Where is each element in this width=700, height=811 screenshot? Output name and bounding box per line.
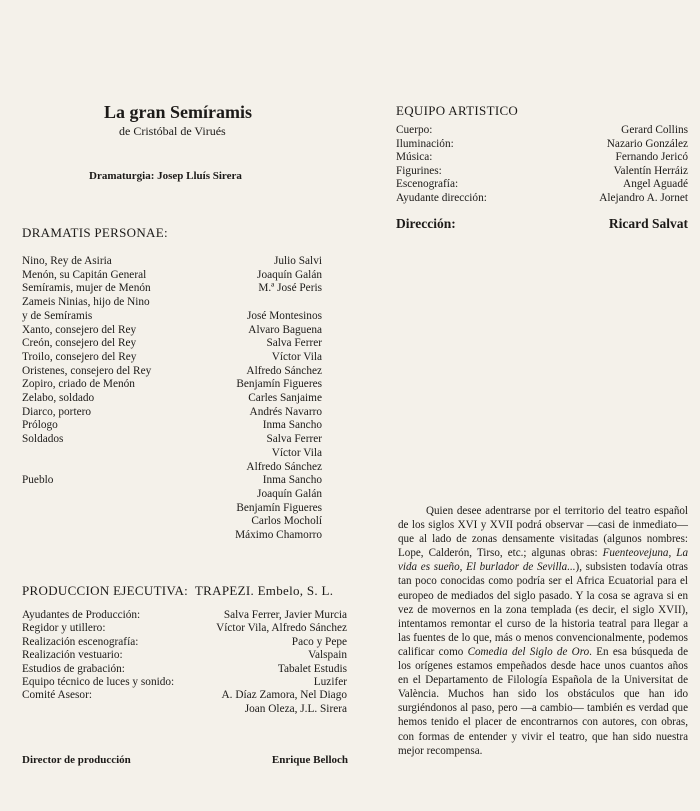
produccion-name: Salva Ferrer, Javier Murcia bbox=[223, 609, 347, 621]
produccion-heading-label: PRODUCCION EJECUTIVA: bbox=[22, 583, 189, 598]
cast-name: Inma Sancho bbox=[262, 419, 322, 432]
cast-name: José Montesinos bbox=[246, 309, 322, 322]
cast-role: Soldados bbox=[22, 433, 64, 446]
equipo-name: Gerard Collins bbox=[621, 124, 688, 136]
equipo-name: Angel Aguadé bbox=[623, 178, 688, 190]
produccion-row bbox=[22, 702, 347, 716]
prose-part-3: . En esa búsqueda de los orígenes estamos empeñados desde hace unos cuantos años en el Departamento de Filología Española de la Universitat de València. Muchos han sido los obstáculos que han ido surgiéndonos al paso, pero —a cambio— también es verdad que hemos tenido el placer de encontrarnos con autores, con obras, con formas de entender y vivir el teatro, que han sido nuestra mejor recompensa. bbox=[398, 645, 688, 757]
cast-row bbox=[22, 405, 322, 419]
produccion-name: A. Díaz Zamora, Nel Diago bbox=[221, 689, 347, 702]
produccion-name: Paco y Pepe bbox=[291, 635, 347, 648]
cast-role: Prólogo bbox=[22, 419, 58, 432]
play-author: de Cristóbal de Virués bbox=[119, 124, 226, 138]
cast-row bbox=[22, 281, 322, 295]
produccion-row bbox=[22, 648, 347, 662]
cast-name: Alfredo Sánchez bbox=[246, 364, 322, 377]
produccion-row bbox=[22, 635, 347, 649]
cast-role: Nino, Rey de Asiria bbox=[22, 255, 112, 267]
direccion-label: Dirección: bbox=[396, 216, 456, 231]
prose-works: Fuenteovejuna, La vida es sueño, El burlador de Sevilla... bbox=[398, 547, 688, 574]
director-produccion-row bbox=[22, 754, 348, 766]
cast-row bbox=[22, 391, 322, 405]
cast-name: Julio Salvi bbox=[273, 255, 322, 267]
cast-row bbox=[22, 514, 322, 528]
equipo-name: Fernando Jericó bbox=[615, 151, 688, 163]
cast-row bbox=[22, 309, 322, 323]
cast-name: Alvaro Baguena bbox=[248, 323, 322, 336]
equipo-role: Música: bbox=[396, 151, 433, 163]
equipo-role: Iluminación: bbox=[396, 137, 454, 150]
cast-role: y de Semíramis bbox=[22, 309, 93, 322]
cast-row bbox=[22, 323, 322, 337]
cast-role: Zameis Ninias, hijo de Nino bbox=[22, 296, 150, 309]
equipo-row bbox=[396, 177, 688, 191]
produccion-company: TRAPEZI. Embelo, S. L. bbox=[194, 583, 334, 598]
cast-name: Carlos Mocholí bbox=[251, 515, 322, 528]
cast-row bbox=[22, 432, 322, 446]
cast-name: Benjamín Figueres bbox=[236, 501, 322, 514]
intro-paragraph bbox=[398, 504, 688, 758]
equipo-row bbox=[396, 191, 688, 205]
prose-comedia: Comedia del Siglo de Oro bbox=[467, 645, 590, 658]
produccion-role: Estudios de grabación: bbox=[22, 662, 125, 675]
equipo-name: Alejandro A. Jornet bbox=[599, 191, 688, 204]
produccion-row bbox=[22, 621, 347, 635]
cast-row bbox=[22, 336, 322, 350]
cast-role: Menón, su Capitán General bbox=[22, 268, 147, 281]
cast-role: Creón, consejero del Rey bbox=[22, 337, 137, 350]
cast-name: Víctor Vila bbox=[271, 350, 322, 363]
cast-name: Máximo Chamorro bbox=[235, 529, 322, 541]
dramatis-heading: DRAMATIS PERSONAE: bbox=[22, 225, 168, 240]
cast-row bbox=[22, 377, 322, 391]
play-title: La gran Semíramis bbox=[104, 102, 252, 122]
cast-name: Víctor Vila bbox=[271, 446, 322, 459]
produccion-row bbox=[22, 688, 347, 702]
direccion-row bbox=[396, 216, 688, 232]
produccion-role: Ayudantes de Producción: bbox=[22, 609, 141, 621]
cast-row bbox=[22, 364, 322, 378]
cast-name: Andrés Navarro bbox=[249, 405, 322, 418]
cast-name: Alfredo Sánchez bbox=[246, 460, 322, 473]
cast-name: Benjamín Figueres bbox=[236, 378, 322, 391]
director-produccion-label: Director de producción bbox=[22, 754, 131, 766]
equipo-row bbox=[396, 123, 688, 137]
cast-name: Joaquín Galán bbox=[257, 268, 322, 281]
produccion-name: Valspain bbox=[308, 649, 347, 662]
produccion-role: Comité Asesor: bbox=[22, 689, 92, 702]
produccion-heading bbox=[22, 583, 333, 599]
cast-role: Oristenes, consejero del Rey bbox=[22, 364, 152, 377]
cast-row bbox=[22, 418, 322, 432]
produccion-row bbox=[22, 662, 347, 676]
produccion-role: Realización vestuario: bbox=[22, 649, 123, 662]
cast-role: Diarco, portero bbox=[22, 405, 92, 418]
produccion-role: Equipo técnico de luces y sonido: bbox=[22, 676, 175, 688]
dramaturgia-credit: Dramaturgia: Josep Lluís Sirera bbox=[89, 170, 242, 182]
director-produccion-name: Enrique Belloch bbox=[271, 754, 348, 766]
cast-name: Carles Sanjaime bbox=[248, 392, 322, 404]
produccion-row bbox=[22, 608, 347, 622]
produccion-name: Luzifer bbox=[313, 676, 347, 688]
produccion-name: Joan Oleza, J.L. Sirera bbox=[244, 702, 347, 715]
cast-row bbox=[22, 295, 322, 309]
equipo-role: Ayudante dirección: bbox=[396, 191, 487, 204]
cast-role: Zopiro, criado de Menón bbox=[22, 378, 135, 391]
prose-part-1: Quien desee adentrarse por el territorio del teatro español de los siglos XVI y XVII podrá observar —casi de inmediato— que al lado de zonas densamente visitadas (algunos nombres: Lope, Calderón, Tirso, etc.; algunas obras: bbox=[398, 505, 688, 560]
cast-row bbox=[22, 254, 322, 268]
cast-row bbox=[22, 487, 322, 501]
cast-role: Zelabo, soldado bbox=[22, 392, 95, 404]
cast-role: Pueblo bbox=[22, 474, 54, 487]
produccion-row bbox=[22, 675, 347, 689]
cast-name: Joaquín Galán bbox=[257, 487, 322, 500]
bleed-through-text bbox=[60, 28, 360, 88]
equipo-name: Valentín Herráiz bbox=[613, 164, 688, 177]
produccion-name: Víctor Vila, Alfredo Sánchez bbox=[216, 622, 347, 635]
cast-role: Xanto, consejero del Rey bbox=[22, 323, 137, 336]
cast-name: Salva Ferrer bbox=[266, 433, 322, 446]
produccion-role: Regidor y utillero: bbox=[22, 622, 106, 635]
cast-name: M.ª José Peris bbox=[258, 282, 322, 295]
equipo-row bbox=[396, 137, 688, 151]
direccion-name: Ricard Salvat bbox=[608, 216, 688, 231]
produccion-role: Realización escenografía: bbox=[22, 635, 139, 648]
cast-name: Salva Ferrer bbox=[266, 337, 322, 350]
equipo-row bbox=[396, 164, 688, 178]
equipo-row bbox=[396, 150, 688, 164]
cast-row bbox=[22, 501, 322, 515]
cast-row bbox=[22, 350, 322, 364]
cast-role: Semíramis, mujer de Menón bbox=[22, 282, 151, 295]
cast-role: Troilo, consejero del Rey bbox=[22, 350, 137, 363]
equipo-heading: EQUIPO ARTISTICO bbox=[396, 103, 519, 118]
cast-row bbox=[22, 528, 322, 542]
cast-row bbox=[22, 460, 322, 474]
cast-row bbox=[22, 473, 322, 487]
prose-part-2: ), subsisten todavía otras tan poco conocidas como podría ser el Africa Ecuatorial para el europeo de mediados del siglo pasado. Y la cosa se agrava si en vez de movernos en la zona templada (es decir, el siglo XVII), intentamos remontar el curso de la historia teatral para llegar a las fuentes de lo que, más o menos convencionalmente, podemos calificar como bbox=[398, 561, 688, 658]
equipo-role: Figurines: bbox=[396, 164, 442, 177]
equipo-role: Escenografía: bbox=[396, 178, 459, 190]
cast-name: Inma Sancho bbox=[262, 474, 322, 487]
equipo-role: Cuerpo: bbox=[396, 124, 433, 136]
produccion-name: Tabalet Estudis bbox=[277, 662, 347, 675]
cast-row bbox=[22, 446, 322, 460]
cast-row bbox=[22, 268, 322, 282]
equipo-name: Nazario González bbox=[606, 137, 688, 150]
